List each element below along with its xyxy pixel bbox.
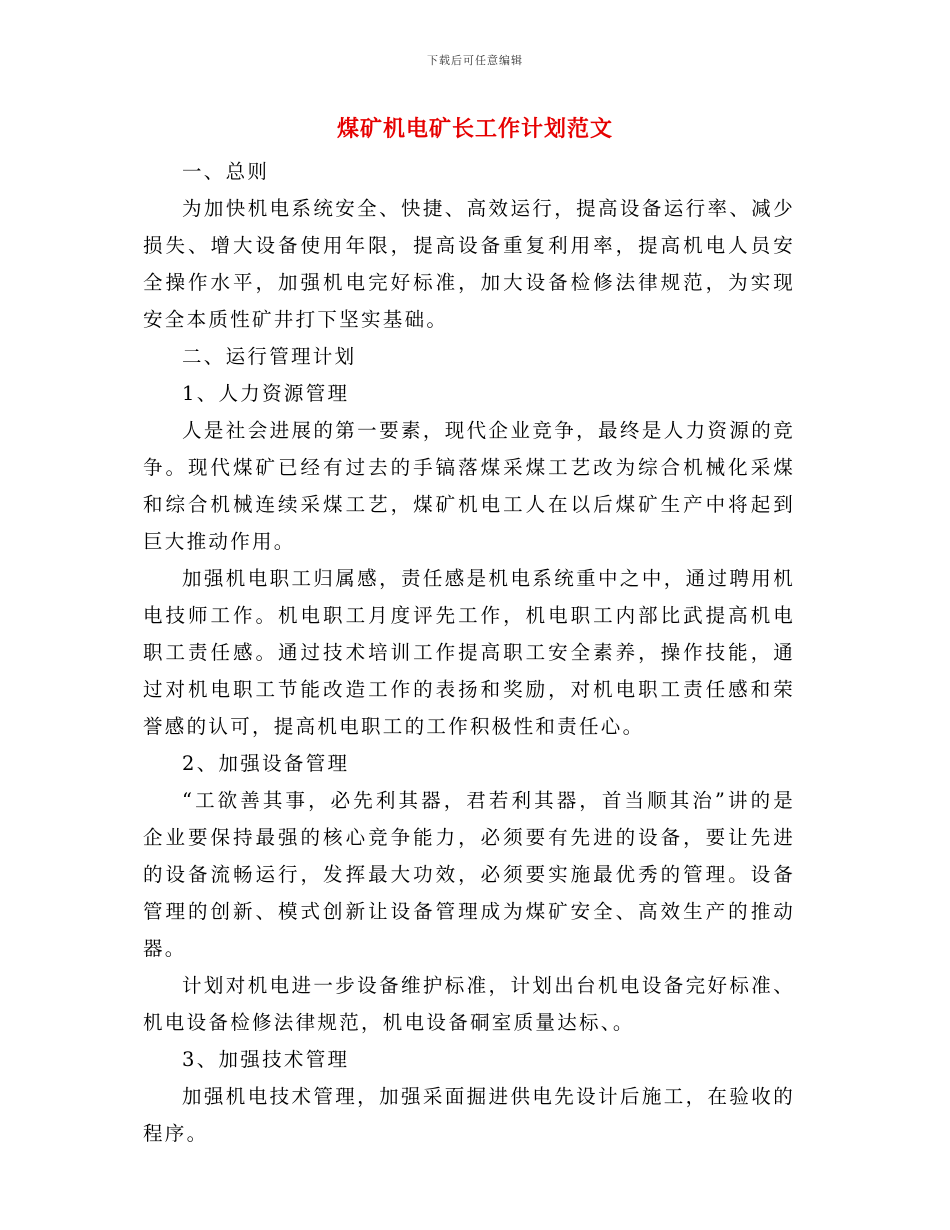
paragraph-human-resources-2: 加强机电职工归属感，责任感是机电系统重中之中，通过聘用机电技师工作。机电职工月度评先工作，机电职工内部比武提高机电职工责任感。通过技术培训工作提高职工安全素养，操作技能，通过对机电职工节能改造工作的表扬和奖励，对机电职工责任感和荣誉感的认可，提高机电职工的工作积极性和责任心。 [143, 567, 795, 738]
subheading-equipment-management: 2、加强设备管理 [182, 752, 350, 775]
subheading-technical-management: 3、加强技术管理 [182, 1048, 350, 1071]
paragraph-general-purpose: 为加快机电系统安全、快捷、高效运行，提高设备运行率、减少损失、增大设备使用年限，提高设备重复利用率，提高机电人员安全操作水平，加强机电完好标准，加大设备检修法律规范，为实现安全本质性矿井打下坚实基础。 [143, 197, 795, 331]
document-title: 煤矿机电矿长工作计划范文 [336, 116, 613, 142]
paragraph-equipment-1: “工欲善其事，必先利其器，君若利其器，首当顺其治”讲的是企业要保持最强的核心竞争能力，必须要有先进的设备，要让先进的设备流畅运行，发挥最大功效，必须要实施最优秀的管理。设备管理的创新、模式创新让设备管理成为煤矿安全、高效生产的推动器。 [143, 789, 795, 960]
document-body [143, 153, 795, 1152]
paragraph-technical-1: 加强机电技术管理，加强采面掘进供电先设计后施工，在验收的程序。 [143, 1085, 795, 1145]
section-heading-general: 一、总则 [182, 160, 270, 183]
paragraph-equipment-2: 计划对机电进一步设备维护标准，计划出台机电设备完好标准、机电设备检修法律规范，机电设备硐室质量达标、。 [143, 974, 795, 1034]
subheading-human-resources: 1、人力资源管理 [182, 382, 350, 405]
paragraph-human-resources-1: 人是社会进展的第一要素，现代企业竞争，最终是人力资源的竞争。现代煤矿已经有过去的手镐落煤采煤工艺改为综合机械化采煤和综合机械连续采煤工艺，煤矿机电工人在以后煤矿生产中将起到巨大推动作用。 [143, 419, 795, 553]
header-note: 下载后可任意编辑 [427, 54, 523, 67]
section-heading-operation-plan: 二、运行管理计划 [182, 345, 357, 368]
